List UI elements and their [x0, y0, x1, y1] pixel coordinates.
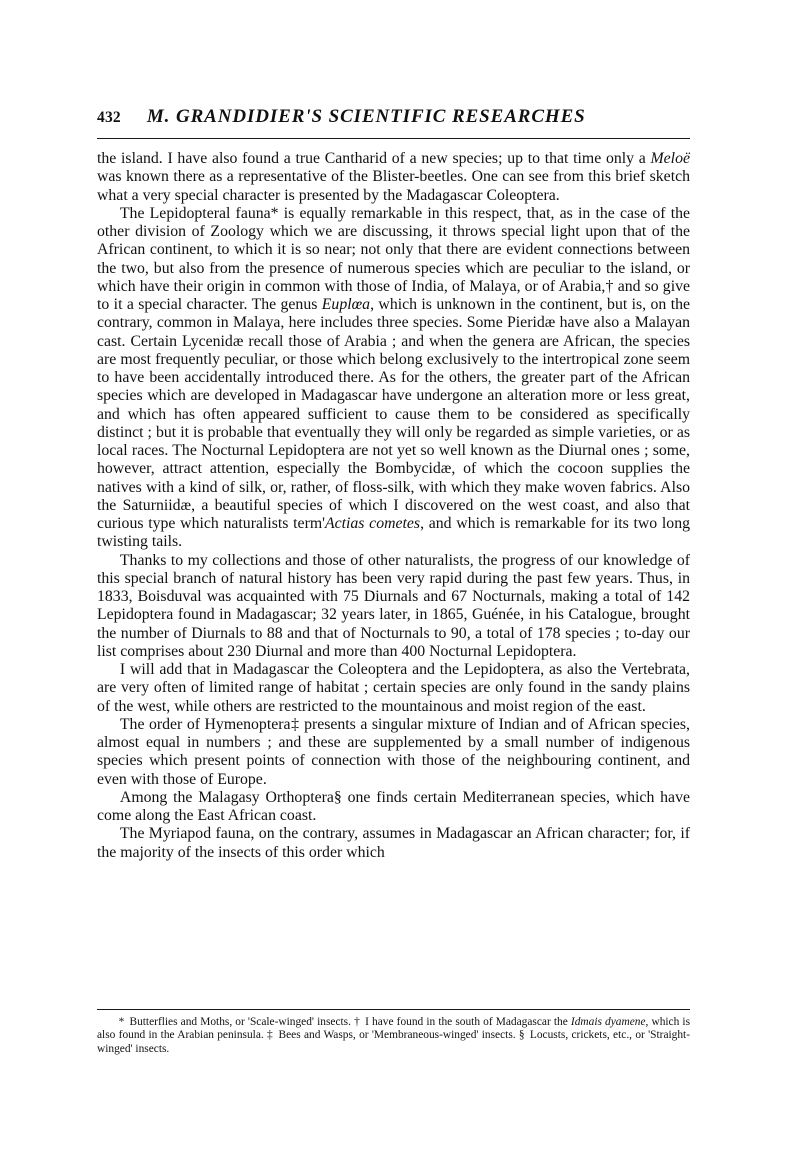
- body-text: [97, 150, 690, 862]
- footnote-text: I have found in the south of Madagascar the: [365, 1016, 571, 1028]
- paragraph-p2-lepidopteral-fauna: [97, 205, 690, 552]
- footnote-marker: †: [354, 1016, 364, 1028]
- text-run: Thanks to my collections and those of other naturalists, the progress of our knowledge of this special branch of natural history has been very rapid during the past few years. Thus, in 1833, Boisduval was acquainted with 75 Diurnals and 67 Nocturnals, making a total of 142 Lepidoptera found in Madagascar; 32 years later, in 1865, Guénée, in his Catalogue, brought the number of Diurnals to 88 and that of Nocturnals to 90, a total of 178 species ; to-day our list comprises about 230 Diurnal and more than 400 Nocturnal Lepidoptera.: [97, 551, 690, 660]
- paragraph-p7-myriapod: [97, 825, 690, 862]
- text-run: , and which is remarkable for its two long twisting tails.: [97, 515, 691, 551]
- footnote-reference-mark: †: [605, 277, 614, 295]
- text-run: presents a singular mixture of Indian and of African species, almost equal in numbers ; and these are supplemented by a small number of indigenous species which present points of connection with those of the neighbouring continent, and even with those of Europe.: [97, 715, 690, 788]
- text-run: The Lepidopteral fauna: [119, 204, 271, 222]
- footnote-rule: [97, 1009, 690, 1010]
- footnote-marker: §: [518, 1029, 528, 1042]
- header-rule: [97, 138, 690, 139]
- text-run: and so give to it a special character. The genus: [97, 277, 690, 313]
- text-run: is equally remarkable in this respect, that, as in the case of the other division of Zoology which we are discussing, it throws special light upon that of the African continent, to which it is so near; not only that there are evident connections between the two, but also from the presence of numerous species which are peculiar to the island, or which have their origin in common with those of India, of Malaya, or of Arabia,: [97, 204, 690, 295]
- footnote-block: [97, 1016, 690, 1056]
- footnote-marker: ‡: [267, 1029, 277, 1042]
- running-head: [97, 106, 690, 128]
- running-title: M. GRANDIDIER'S SCIENTIFIC RESEARCHES: [146, 106, 586, 127]
- text-run: was known there as a representative of the Blister-beetles. One can see from this brief sketch what a very special character is presented by the Madagascar Coleoptera.: [97, 168, 690, 204]
- footnote-paragraph: [97, 1016, 690, 1056]
- paragraph-p3-collections-progress: [97, 552, 690, 662]
- footnote-text: Locusts, crickets, etc., or 'Straight-winged' insects.: [97, 1029, 691, 1055]
- text-run: The Myriapod fauna, on the contrary, assumes in Madagascar an African character; for, if the majority of the insects of this order which: [97, 825, 690, 861]
- footnote-text: Butterflies and Moths, or 'Scale-winged' insects.: [129, 1016, 351, 1028]
- footnote-italic-term: Idmais dyamene: [570, 1016, 646, 1028]
- text-run: one finds certain Mediterranean species, which have come along the East African coast.: [97, 788, 690, 824]
- footnote-marker: *: [118, 1016, 128, 1028]
- text-run: The order of Hymenoptera: [119, 715, 291, 733]
- text-run: Among the Malagasy Orthoptera: [119, 788, 334, 806]
- text-run: , which is unknown in the continent, but is, on the contrary, common in Malaya, here includes three species. Some Pieridæ have also a Malayan cast. Certain Lycenidæ recall those of Arabia ; and when the genera are African, the species are most frequently peculiar, or those which belong exclusively to the intertropical zone seem to have been accidentally introduced there. As for the others, the greater part of the African species which are developed in Madagascar have undergone an alteration more or less great, and which has often appeared sufficient to cause them to be considered as specifically distinct ; but it is probable that eventually they will only be regarded as simple varieties, or as local races. The Nocturnal Lepidoptera are not yet so well known as the Diurnal ones ; some, however, attract attention, especially the Bombycidæ, of which the cocoon supplies the natives with a kind of silk, or, rather, of floss-silk, with which they make woven fabrics. Also the Saturniidæ, a beautiful species of which I discovered on the west coast, and also that curious type which naturalists term': [97, 296, 690, 532]
- page-number: 432: [97, 109, 121, 126]
- paragraph-p1-island-cantharid: [97, 150, 690, 205]
- paragraph-p6-orthoptera: [97, 789, 690, 826]
- text-run: I will add that in Madagascar the Coleoptera and the Lepidoptera, as also the Vertebrata, are very often of limited range of habitat ; certain species are only found in the sandy plains of the west, while others are restricted to the mountainous and moist region of the east.: [97, 661, 690, 715]
- italic-term: Actias cometes: [324, 515, 421, 532]
- italic-term: Euplœa: [321, 296, 371, 313]
- paragraph-p4-limited-range: [97, 661, 690, 716]
- footnote-text: , which is also found in the Arabian peninsula.: [97, 1016, 691, 1042]
- italic-term: Meloë: [650, 150, 690, 167]
- text-run: the island. I have also found a true Cantharid of a new species; up to that time only a: [97, 150, 651, 167]
- footnote-reference-mark: §: [333, 788, 342, 806]
- footnote-text: Bees and Wasps, or 'Membraneous-winged' insects.: [278, 1029, 516, 1042]
- scanned-page: [97, 0, 690, 1170]
- paragraph-p5-hymenoptera: [97, 716, 690, 789]
- footnote-reference-mark: ‡: [290, 715, 300, 733]
- footnote-reference-mark: *: [270, 204, 279, 222]
